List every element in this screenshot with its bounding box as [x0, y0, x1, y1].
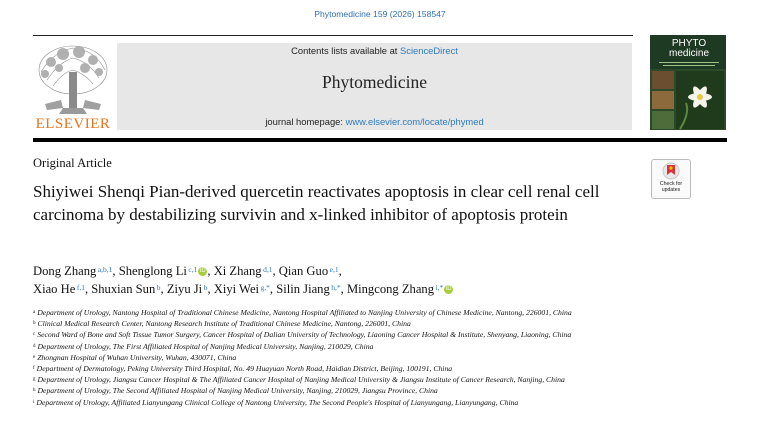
author-separator: ,: [207, 264, 214, 278]
homepage-link[interactable]: www.elsevier.com/locate/phymed: [345, 116, 484, 127]
author-name[interactable]: Shenglong Li: [118, 264, 187, 278]
journal-citation[interactable]: Phytomedicine 159 (2026) 158547: [314, 9, 446, 19]
author-name[interactable]: Shuxian Sun: [91, 282, 156, 296]
contents-prefix: Contents lists available at: [291, 45, 401, 56]
homepage-prefix: journal homepage:: [265, 116, 346, 127]
check-updates-label: [652, 182, 690, 193]
affiliation-text: Clinical Medical Research Center, Nantong Research Institute of Traditional Chinese Medicine, Nantong, 226001, China: [37, 319, 411, 329]
journal-header-box: [117, 43, 632, 130]
affiliation-key: i: [33, 399, 35, 405]
affiliation-text: Department of Dermatology, Peking University Third Hospital, No. 49 Huayuan North Road, Haidian District, Beijing, 100191, China: [36, 364, 453, 374]
affiliation-text: Department of Urology, Nantong Hospital of Traditional Chinese Medicine, Nantong Hospital Affiliated to Nanjing University of Chinese Medicine, Nantong, 226001, China: [37, 308, 572, 317]
cover-title: [654, 39, 724, 59]
author-affiliation-marker[interactable]: a,b,1: [96, 265, 113, 274]
author-name[interactable]: Dong Zhang: [33, 264, 97, 278]
author-separator: ,: [269, 282, 277, 296]
author-name[interactable]: Xi Zhang: [213, 264, 262, 278]
author-name[interactable]: Ziyu Ji: [166, 282, 203, 296]
affiliation-item: [33, 341, 633, 352]
affiliation-text: Department of Urology, The First Affiliated Hospital of Nanjing Medical University, Nanjing, 210029, China: [37, 341, 374, 351]
affiliation-key: e: [33, 354, 36, 360]
author-separator: ,: [340, 282, 347, 296]
article-type: Original Article: [33, 156, 112, 170]
affiliation-key: d: [33, 343, 36, 349]
cover-title-line2: medicine: [668, 48, 710, 59]
cover-title-line1: PHYTO: [671, 38, 707, 49]
affiliation-key: b: [33, 321, 36, 327]
check-for-updates-button[interactable]: [651, 159, 691, 199]
orcid-icon[interactable]: iD: [200, 267, 206, 274]
cover-subtitle-lines: [655, 62, 723, 68]
header-rule: [33, 35, 633, 36]
author-affiliation-marker[interactable]: h,*: [329, 283, 341, 292]
affiliation-key: g: [33, 377, 36, 383]
affiliation-key: f: [33, 366, 35, 372]
affiliation-text: Zhongnan Hospital of Wuhan University, Wuhan, 430071, China: [37, 352, 237, 362]
author-affiliation-marker[interactable]: f,1: [75, 283, 85, 292]
author-affiliation-marker[interactable]: i,*: [434, 283, 444, 292]
journal-cover[interactable]: [650, 35, 726, 130]
author-name[interactable]: Qian Guo: [278, 264, 329, 278]
author-name[interactable]: Xiyi Wei: [213, 282, 260, 296]
author-separator: ,: [338, 264, 342, 278]
affiliation-item: [33, 307, 633, 318]
elsevier-wordmark: ELSEVIER: [35, 116, 111, 132]
article-title: Shiyiwei Shenqi Pian-derived quercetin reactivates apoptosis in clear cell renal cell carcinoma by destabilizing survivin and x-linked inhibitor of apoptosis protein: [33, 182, 600, 224]
check-updates-line2: updates: [661, 186, 681, 193]
author-affiliation-marker[interactable]: d,1: [261, 265, 273, 274]
affiliation-text: Department of Urology, Jiangsu Cancer Hospital & The Affiliated Cancer Hospital of Nanjing Medical University & Jiangsu Institute of Cancer Research, Nanjing, China: [37, 375, 565, 385]
sciencedirect-link[interactable]: ScienceDirect: [400, 45, 458, 56]
affiliation-item: [33, 363, 633, 374]
author-list: [33, 262, 653, 298]
author-name[interactable]: Mingcong Zhang: [346, 282, 435, 296]
author-affiliation-marker[interactable]: b: [202, 283, 208, 292]
affiliation-item: [33, 329, 633, 340]
author-separator: ,: [84, 282, 92, 296]
orcid-icon[interactable]: iD: [445, 285, 452, 292]
affiliation-key: a: [33, 310, 36, 315]
affiliation-text: Second Ward of Bone and Soft Tissue Tumor Surgery, Cancer Hospital of Dalian University of Technology, Liaoning Cancer Hospital & Institute, Shenyang, Liaoning, China: [37, 330, 572, 340]
contents-line: [117, 45, 632, 56]
affiliation-item: [33, 374, 633, 385]
check-updates-line1: Check for: [659, 181, 683, 187]
author-separator: ,: [207, 282, 214, 296]
author-name[interactable]: Xiao He: [33, 282, 76, 296]
affiliation-item: [33, 385, 633, 396]
affiliation-item: [33, 318, 633, 329]
author-separator: ,: [160, 282, 167, 296]
check-updates-icon: [652, 160, 690, 182]
journal-title: Phytomedicine: [322, 72, 427, 92]
cover-artwork: [650, 69, 726, 130]
author-affiliation-marker[interactable]: e,1: [328, 265, 339, 274]
affiliation-list: [33, 307, 633, 408]
affiliation-key: c: [33, 332, 36, 338]
affiliation-key: h: [33, 388, 36, 394]
author-affiliation-marker[interactable]: b: [155, 283, 161, 292]
affiliation-text: Department of Urology, The Second Affiliated Hospital of Nanjing Medical University, Nanjing, 210029, Jiangsu Province, China: [37, 386, 438, 396]
header-thick-rule: [33, 138, 727, 142]
author-name[interactable]: Silin Jiang: [276, 282, 330, 296]
affiliation-item: [33, 397, 633, 408]
elsevier-tree-icon: [33, 42, 113, 116]
affiliation-text: Department of Urology, Affiliated Lianyungang Clinical College of Nantong University, The Second People's Hospital of Lianyungang, Lianyungang, China: [36, 397, 519, 407]
author-affiliation-marker[interactable]: g,*: [259, 283, 270, 292]
author-separator: ,: [272, 264, 279, 278]
author-affiliation-marker[interactable]: c,1: [186, 265, 198, 274]
author-separator: ,: [112, 264, 119, 278]
homepage-line: [117, 116, 632, 127]
affiliation-item: [33, 352, 633, 363]
